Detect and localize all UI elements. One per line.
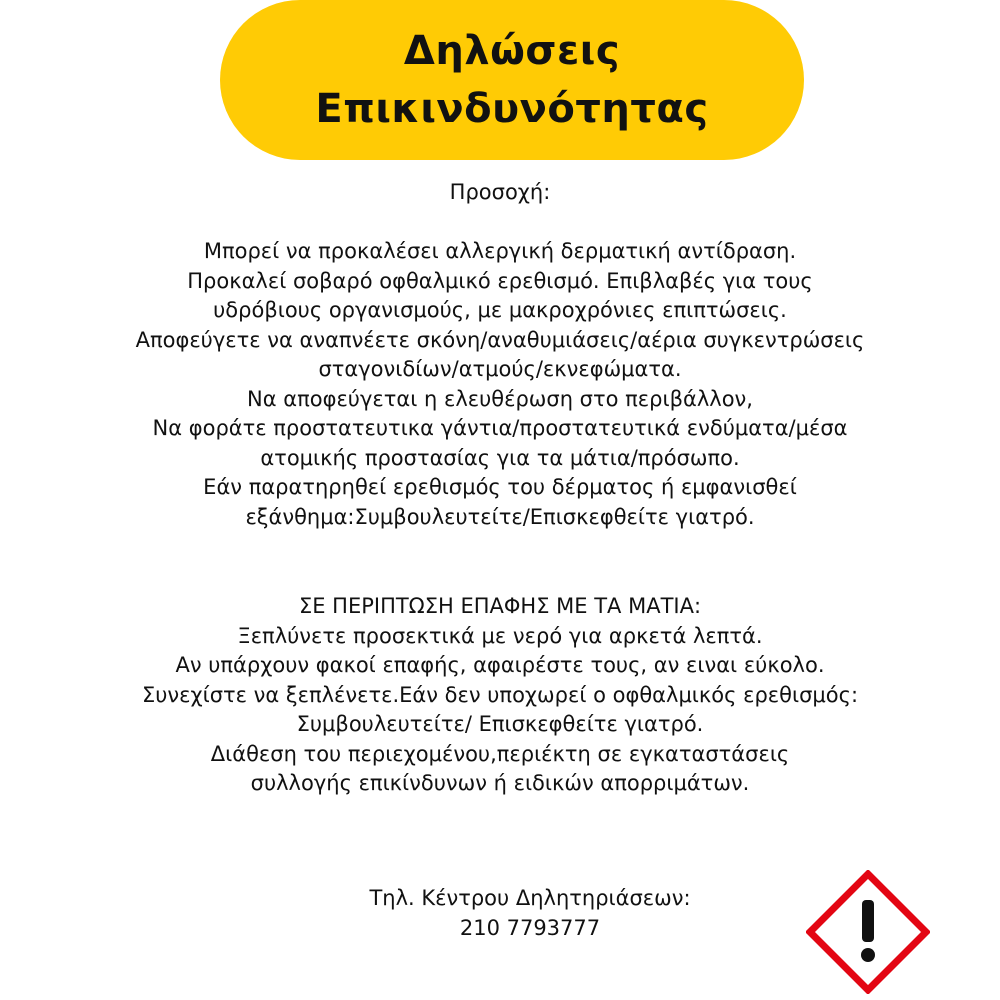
eye-contact-section	[0, 592, 1000, 799]
exclamation-mark-hazard-icon	[806, 870, 930, 994]
warning-line: ατομικής προστασίας για τα μάτια/πρόσωπο.	[260, 445, 740, 470]
poison-center-phone: 210 7793777	[459, 915, 601, 940]
eye-contact-line: Διάθεση του περιεχομένου,περιέκτη σε εγκαταστάσεις	[210, 741, 790, 766]
eye-contact-line: Συνεχίστε να ξεπλένετε.Εάν δεν υποχωρεί ο οφθαλμικός ερεθισμός:	[141, 682, 859, 707]
eye-contact-line: Αν υπάρχουν φακοί επαφής, αφαιρέστε τους, αν ειναι εύκολο.	[175, 653, 825, 677]
eye-contact-line: Ξεπλύνετε προσεκτικά με νερό για αρκετά λεπτά.	[237, 623, 763, 648]
warning-line: σταγονιδίων/ατμούς/εκνεφώματα.	[318, 357, 682, 381]
poison-center-info	[300, 884, 760, 943]
eye-contact-line: συλλογής επικίνδυνων ή ειδικών απορριμάτων.	[250, 771, 750, 795]
page-title-line-1: Δηλώσεις	[403, 28, 621, 74]
warning-section	[0, 178, 1000, 532]
eye-contact-heading: ΣΕ ΠΕΡΙΠΤΩΣΗ ΕΠΑΦΗΣ ΜΕ ΤΑ ΜΑΤΙΑ:	[298, 594, 702, 618]
warning-line: Προκαλεί σοβαρό οφθαλμικό ερεθισμό. Επιβλαβές για τους	[187, 268, 813, 293]
warning-line: εξάνθημα:Συμβουλευτείτε/Επισκεφθείτε γιατρό.	[245, 504, 755, 529]
warning-heading: Προσοχή:	[449, 180, 551, 204]
warning-line: Αποφεύγετε να αναπνέετε σκόνη/αναθυμιάσεις/αέρια συγκεντρώσεις	[135, 327, 865, 352]
warning-line: Να φοράτε προστατευτικα γάντια/προστατευτικά ενδύματα/μέσα	[152, 416, 848, 440]
section-spacer	[0, 208, 1000, 238]
warning-line: Εάν παρατηρηθεί ερεθισμός του δέρματος ή εμφανισθεί	[203, 475, 797, 499]
warning-line: Να αποφεύγεται η ελευθέρωση στο περιβάλλον,	[247, 386, 753, 411]
warning-line: υδρόβιους οργανισμούς, με μακροχρόνιες επιπτώσεις.	[213, 298, 787, 322]
page-title-line-2: Επικινδυνότητας	[315, 86, 709, 132]
poison-center-label: Τηλ. Κέντρου Δηλητηριάσεων:	[369, 886, 691, 910]
warning-line: Μπορεί να προκαλέσει αλλεργική δερματική αντίδραση.	[203, 239, 797, 263]
title-banner	[220, 0, 804, 160]
eye-contact-line: Συμβουλευτείτε/ Επισκεφθείτε γιατρό.	[296, 712, 704, 736]
